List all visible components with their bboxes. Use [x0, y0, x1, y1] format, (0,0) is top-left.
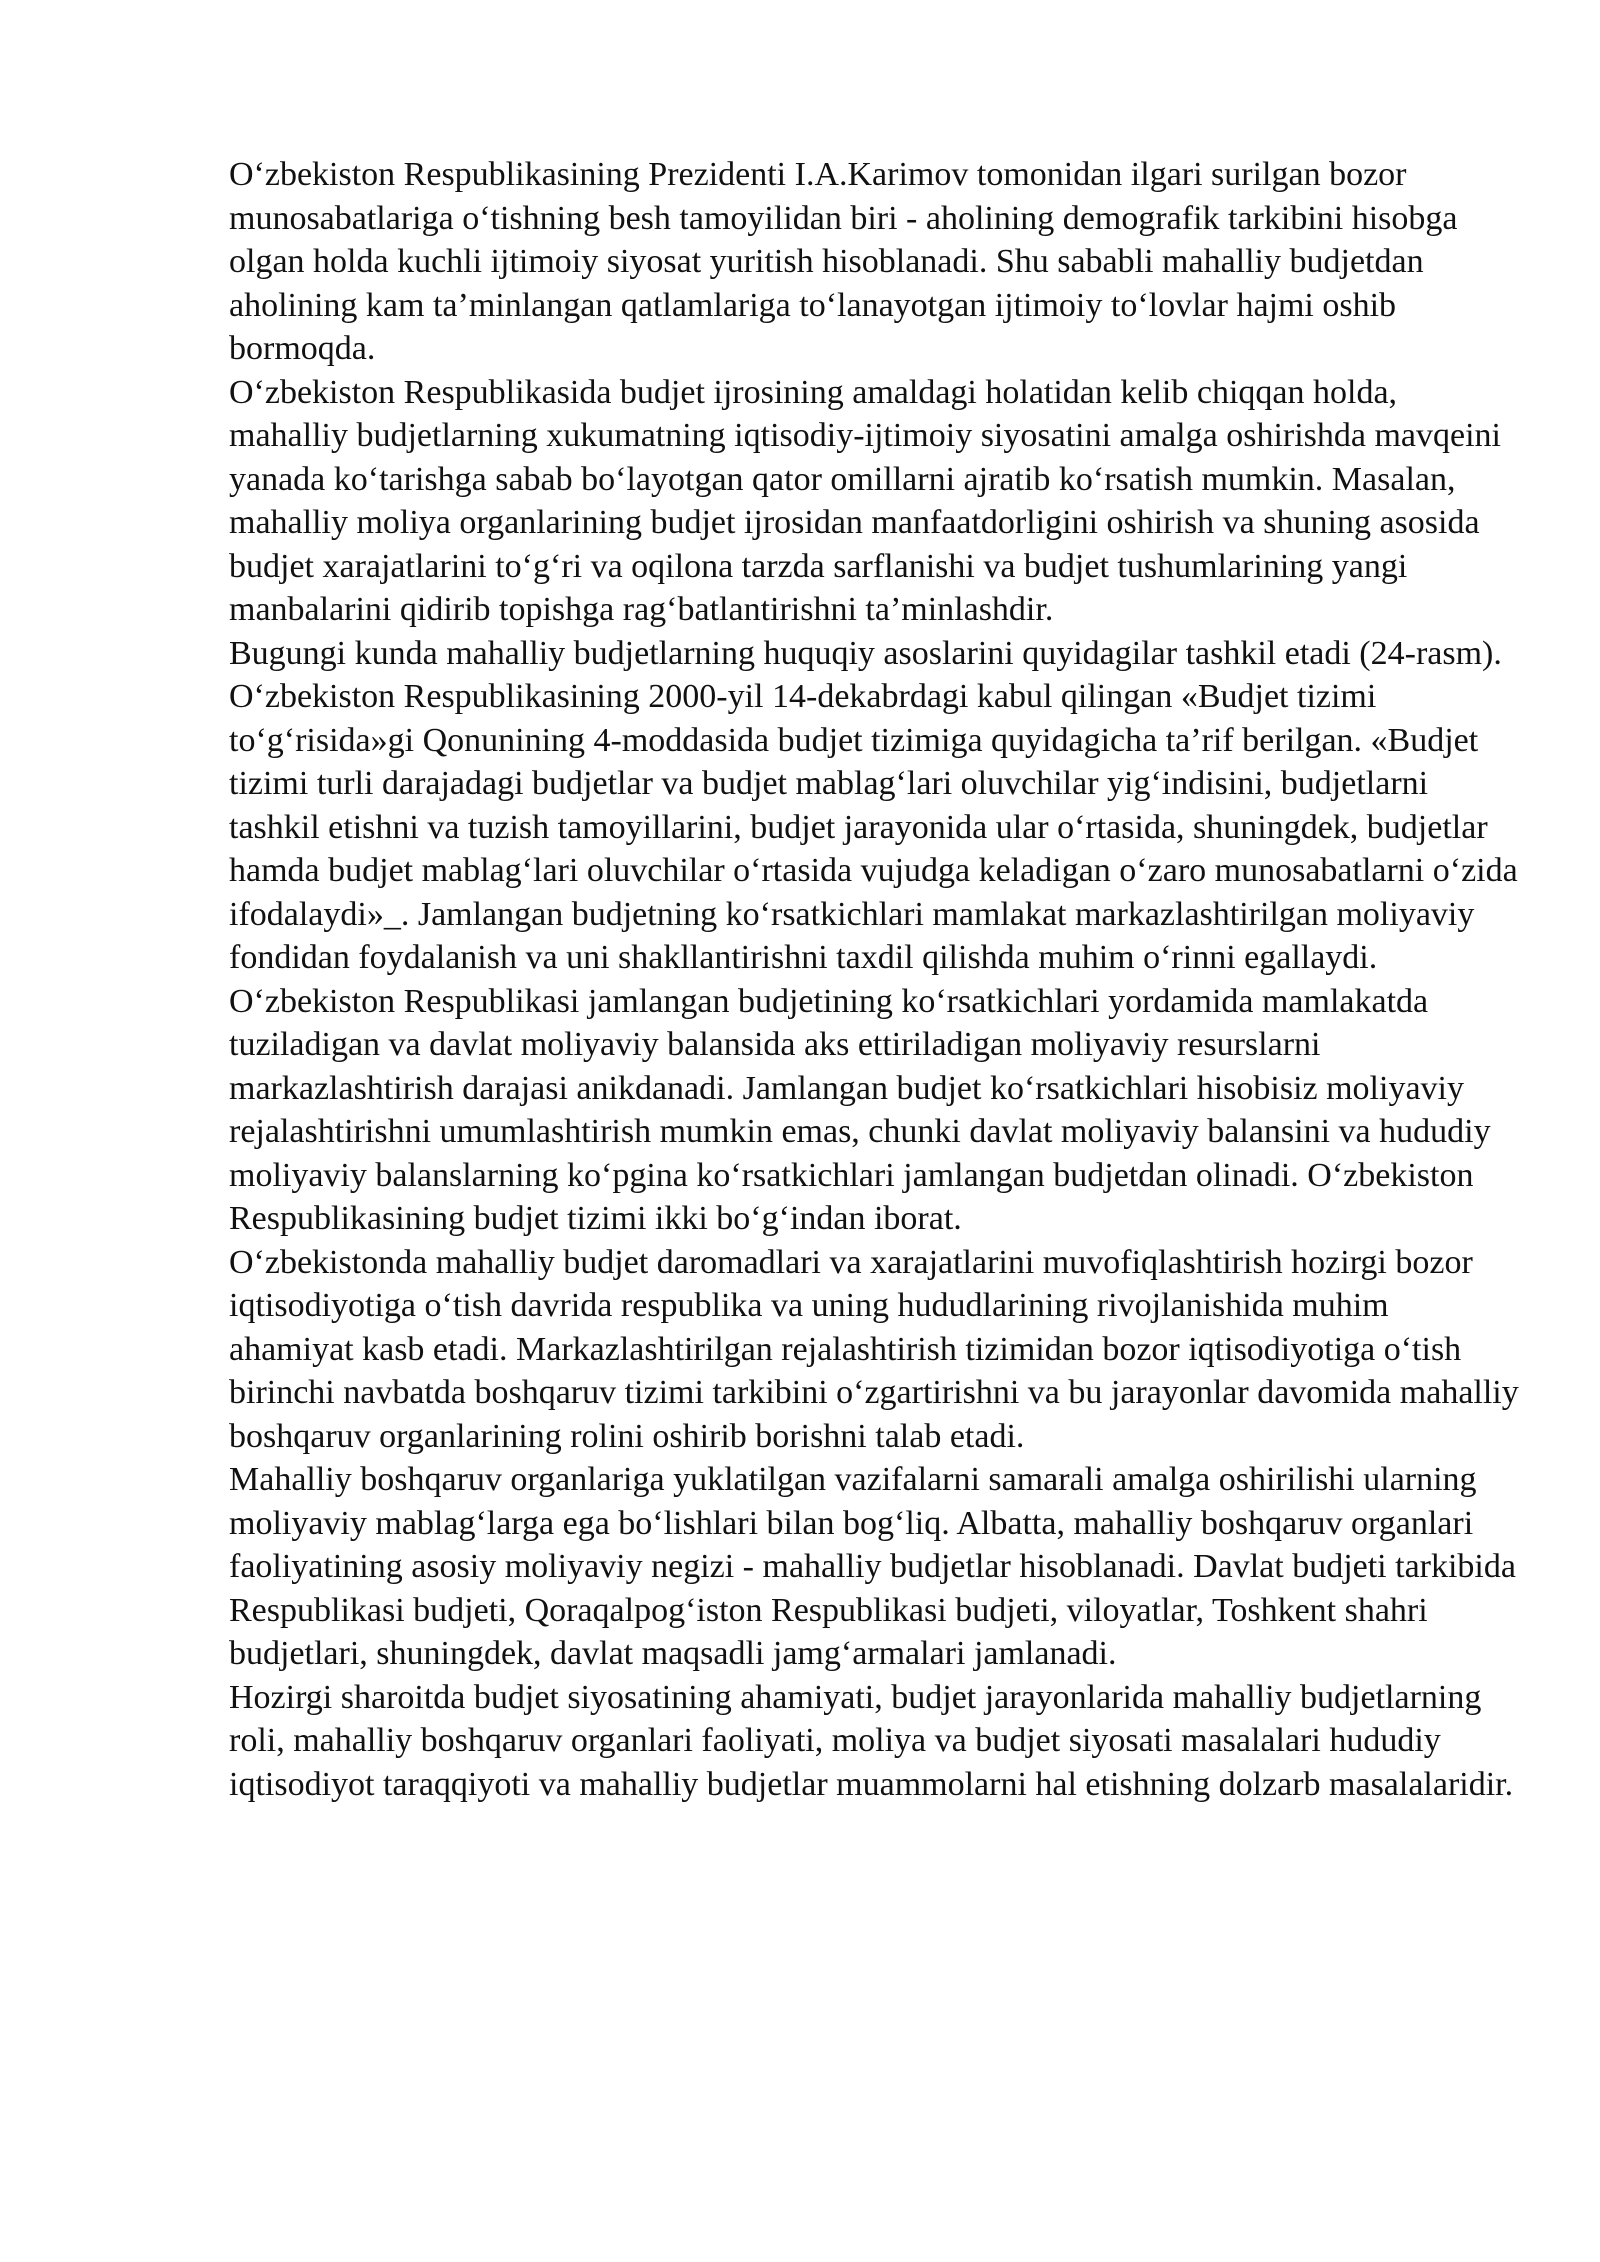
paragraph: O‘zbekiston Respublikasining 2000-yil 14-dekabrdagi kabul qilingan «Budjet tizimi to‘g‘risida»gi Qonunining 4-moddasida budjet tizimiga quyidagicha ta’rif berilgan. «Budjet tizimi turli darajadagi budjetlar va budjet mablag‘lari oluvchilar yig‘indisini, budjetlarni tashkil etishni va tuzish tamoyillarini, budjet jarayonida ular o‘rtasida, shuningdek, budjetlar hamda budjet mablag‘lari oluvchilar o‘rtasida vujudga keladigan o‘zaro munosabatlarni o‘zida ifodalaydi»_. Jamlangan budjetning ko‘rsatkichlari mamlakat markazlashtirilgan moliyaviy fondidan foydalanish va uni shakllantirishni taxdil qilishda muhim o‘rinni egallaydi. — [229, 678, 1518, 976]
paragraph: O‘zbekiston Respublikasida budjet ijrosining amaldagi holatidan kelib chiqqan holda, mahalliy budjetlarning xukumatning iqtisodiy-ijtimoiy siyosatini amalga oshirishda mavqeini yanada ko‘tarishga sabab bo‘layotgan qator omillarni ajratib ko‘rsatish mumkin. Masalan, mahalliy moliya organlarining budjet ijrosidan manfaatdorligini oshirish va shuning asosida budjet xarajatlarini to‘g‘ri va oqilona tarzda sarflanishi va budjet tushumlarining yangi manbalarini qidirib topishga rag‘batlantirishni ta’minlashdir. — [229, 373, 1501, 628]
paragraph: O‘zbekiston Respublikasi jamlangan budjetining ko‘rsatkichlari yordamida mamlakatda tuziladigan va davlat moliyaviy balansida aks ettiriladigan moliyaviy resurslarni markazlashtirish darajasi anikdanadi. Jamlangan budjet ko‘rsatkichlari hisobisiz moliyaviy rejalashtirishni umumlashtirish mumkin emas, chunki davlat moliyaviy balansini va hududiy moliyaviy balanslarning ko‘pgina ko‘rsatkichlari jamlangan budjetdan olinadi. O‘zbekiston Respublikasining budjet tizimi ikki bo‘g‘indan iborat. — [229, 982, 1491, 1237]
paragraph: Bugungi kunda mahalliy budjetlarning huquqiy asoslarini quyidagilar tashkil etadi (24-rasm). — [229, 634, 1502, 672]
paragraph: O‘zbekistonda mahalliy budjet daromadlari va xarajatlarini muvofiqlashtirish hozirgi bozor iqtisodiyotiga o‘tish davrida respublika va uning hududlarining rivojlanishida muhim ahamiyat kasb etadi. Markazlashtirilgan rejalashtirish tizimidan bozor iqtisodiyotiga o‘tish birinchi navbatda boshqaruv tizimi tarkibini o‘zgartirishni va bu jarayonlar davomida mahalliy boshqaruv organlarining rolini oshirib borishni talab etadi. — [229, 1243, 1519, 1455]
paragraph: Hozirgi sharoitda budjet siyosatining ahamiyati, budjet jarayonlarida mahalliy budjetlarning roli, mahalliy boshqaruv organlari faoliyati, moliya va budjet siyosati masalalari hududiy iqtisodiyot taraqqiyoti va mahalliy budjetlar muammolarni hal etishning dolzarb masalalaridir. — [229, 1678, 1514, 1803]
paragraph: O‘zbekiston Respublikasining Prezidenti I.A.Karimov tomonidan ilgari surilgan bozor munosabatlariga o‘tishning besh tamoyilidan biri - aholining demografik tarkibini hisobga olgan holda kuchli ijtimoiy siyosat yuritish hisoblanadi. Shu sababli mahalliy budjetdan aholining kam ta’minlangan qatlamlariga to‘lanayotgan ijtimoiy to‘lovlar hajmi oshib bormoqda. — [229, 156, 1458, 367]
document-body — [229, 153, 1519, 1806]
paragraph: Mahalliy boshqaruv organlariga yuklatilgan vazifalarni samarali amalga oshirilishi ularning moliyaviy mablag‘larga ega bo‘lishlari bilan bog‘liq. Albatta, mahalliy boshqaruv organlari faoliyatining asosiy moliyaviy negizi - mahalliy budjetlar hisoblanadi. Davlat budjeti tarkibida Respublikasi budjeti, Qoraqalpog‘iston Respublikasi budjeti, viloyatlar, Toshkent shahri budjetlari, shuningdek, davlat maqsadli jamg‘armalari jamlanadi. — [229, 1461, 1516, 1672]
